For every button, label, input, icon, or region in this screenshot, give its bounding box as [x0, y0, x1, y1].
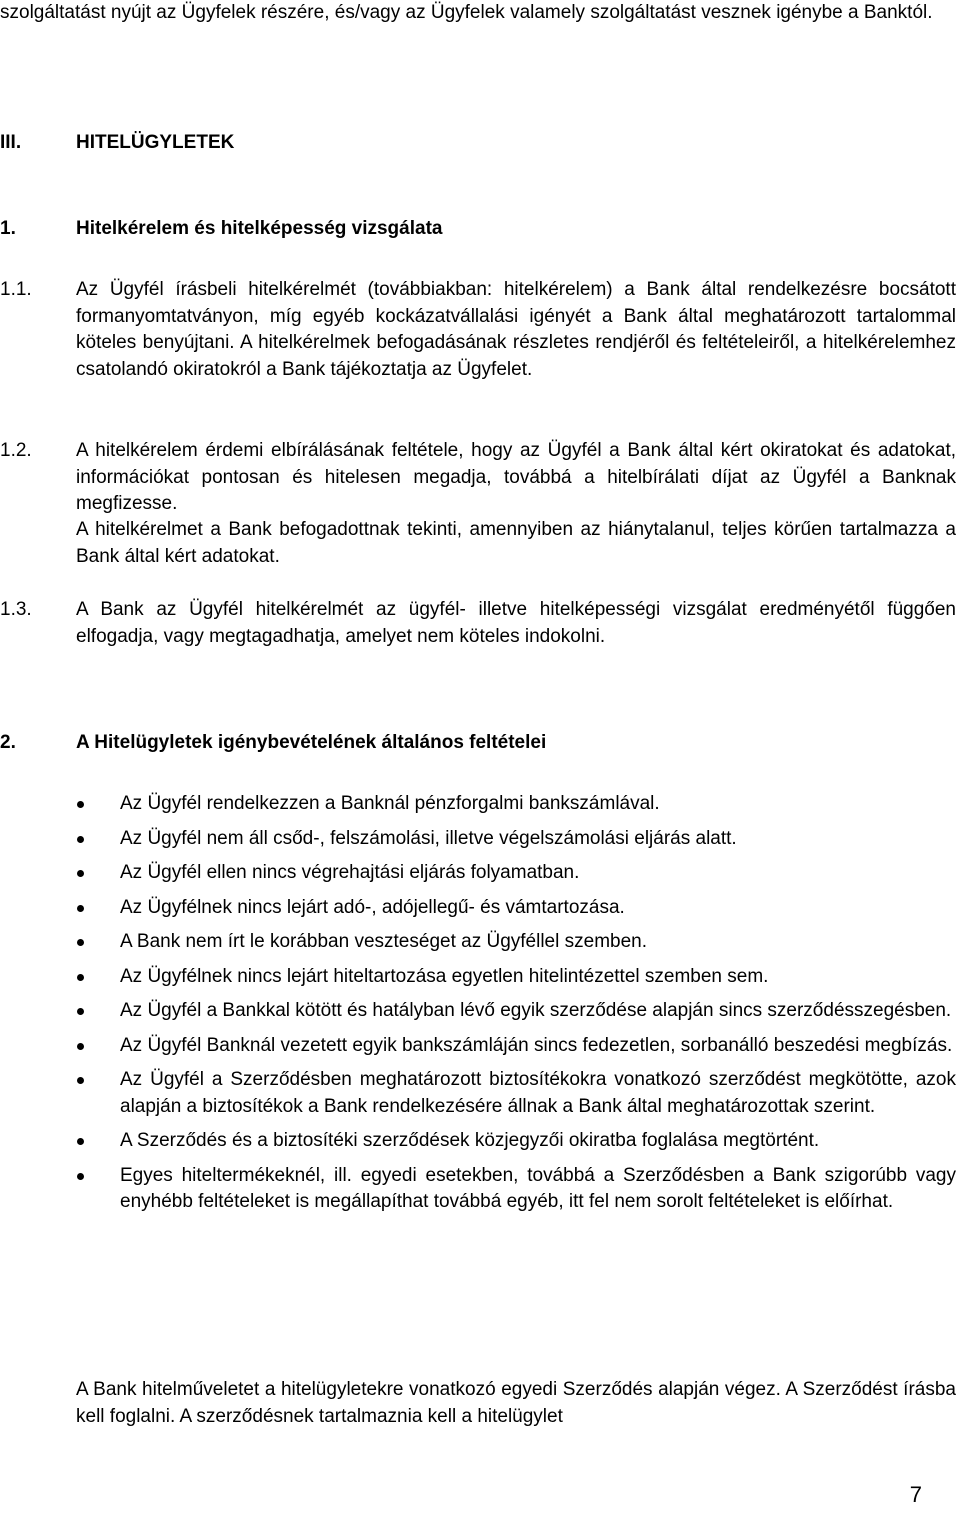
bullet-icon [77, 1138, 84, 1145]
bullet-icon [77, 801, 84, 808]
bullet-icon [77, 905, 84, 912]
list-item [0, 1163, 956, 1216]
paragraph-1-2-text: A hitelkérelem érdemi elbírálásának feltétele, hogy az Ügyfél a Bank által kért okiratokat és adatokat, információkat pontosan és hitelesen megadja, továbbá a hitelbírálati díjat az Ügyfél a Banknak megfizesse. [76, 440, 956, 514]
paragraph-1-1-number: 1.1. [0, 279, 32, 300]
list-item [0, 860, 956, 887]
bullet-icon [77, 974, 84, 981]
list-item-text: Az Ügyfél Banknál vezetett egyik bankszámláján sincs fedezetlen, sorbanálló beszedési megbízás. [120, 1034, 953, 1056]
paragraph-1-2-text-continued: A hitelkérelmet a Bank befogadottnak tekinti, amennyiben az hiánytalanul, teljes körűen tartalmazza a Bank által kért adatokat. [76, 519, 956, 567]
list-item-text: Egyes hiteltermékeknél, ill. egyedi esetekben, továbbá a Szerződésben a Bank szigorúbb vagy enyhébb feltételeket is megállapíthat továbbá egyéb, itt fel nem sorolt feltételeket is előírhat. [120, 1164, 956, 1212]
bullet-icon [77, 1043, 84, 1050]
section-1-title: Hitelkérelem és hitelképesség vizsgálata [76, 218, 443, 239]
conditions-list [0, 791, 960, 1224]
list-item-text: Az Ügyfél a Szerződésben meghatározott biztosítékokra vonatkozó szerződést megkötötte, azok alapján a biztosítékok a Bank rendelkezésére állnak a Bank által meghatározottak szerint. [120, 1069, 956, 1117]
section-1-number: 1. [0, 218, 16, 239]
list-item-text: Az Ügyfél rendelkezzen a Banknál pénzforgalmi bankszámlával. [120, 793, 660, 814]
list-item [0, 1033, 956, 1060]
paragraph-1-3-number: 1.3. [0, 599, 32, 620]
bullet-icon [77, 1077, 84, 1084]
bullet-icon [77, 1173, 84, 1180]
list-item [0, 1067, 956, 1120]
list-item [0, 895, 956, 922]
paragraph-1-1-text: Az Ügyfél írásbeli hitelkérelmét (továbbiakban: hitelkérelem) a Bank által rendelkezésre bocsátott formanyomtatványon, míg egyéb kockázatvállalási igényét a Bank által meghatározott tartalommal köteles benyújtani. A hitelkérelmek befogadásának részletes rendjéről és feltételeiről, a hitelkérelemhez csatolandó okiratokról a Bank tájékoztatja az Ügyfelet. [76, 279, 956, 380]
section-2-number: 2. [0, 732, 16, 753]
bullet-icon [77, 836, 84, 843]
list-item-text: A Szerződés és a biztosítéki szerződések közjegyzői okiratba foglalása megtörtént. [120, 1130, 820, 1151]
list-item-text: Az Ügyfélnek nincs lejárt adó-, adójellegű- és vámtartozása. [120, 896, 625, 918]
list-item [0, 929, 956, 956]
list-item [0, 998, 956, 1025]
bullet-icon [77, 870, 84, 877]
intro-paragraph: szolgáltatást nyújt az Ügyfelek részére, és/vagy az Ügyfelek valamely szolgáltatást vesznek igénybe a Banktól. [0, 2, 933, 23]
bullet-icon [77, 1008, 84, 1015]
list-item [0, 826, 956, 853]
list-item [0, 1128, 956, 1155]
section-iii-title: HITELÜGYLETEK [76, 132, 235, 153]
list-item-text: Az Ügyfélnek nincs lejárt hiteltartozása egyetlen hitelintézettel szemben sem. [120, 965, 769, 987]
paragraph-1-3-text: A Bank az Ügyfél hitelkérelmét az ügyfél- illetve hitelképességi vizsgálat eredményétől függően elfogadja, vagy megtagadhatja, amelyet nem köteles indokolni. [76, 599, 956, 647]
section-2-title: A Hitelügyletek igénybevételének általános feltételei [76, 732, 547, 753]
list-item-text: Az Ügyfél ellen nincs végrehajtási eljárás folyamatban. [120, 862, 580, 883]
closing-paragraph: A Bank hitelműveletet a hitelügyletekre vonatkozó egyedi Szerződés alapján végez. A Szerződést írásba kell foglalni. A szerződésnek tartalmaznia kell a hitelügylet [76, 1379, 956, 1427]
list-item-text: A Bank nem írt le korábban veszteséget az Ügyféllel szemben. [120, 931, 647, 952]
list-item-text: Az Ügyfél a Bankkal kötött és hatályban lévő egyik szerződése alapján sincs szerződésszegésben. [120, 1000, 952, 1021]
list-item [0, 964, 956, 991]
page-number: 7 [909, 1482, 922, 1507]
paragraph-1-2-number: 1.2. [0, 440, 32, 461]
bullet-icon [77, 939, 84, 946]
section-iii-number: III. [0, 132, 22, 153]
list-item [0, 791, 956, 818]
list-item-text: Az Ügyfél nem áll csőd-, felszámolási, illetve végelszámolási eljárás alatt. [120, 827, 737, 849]
